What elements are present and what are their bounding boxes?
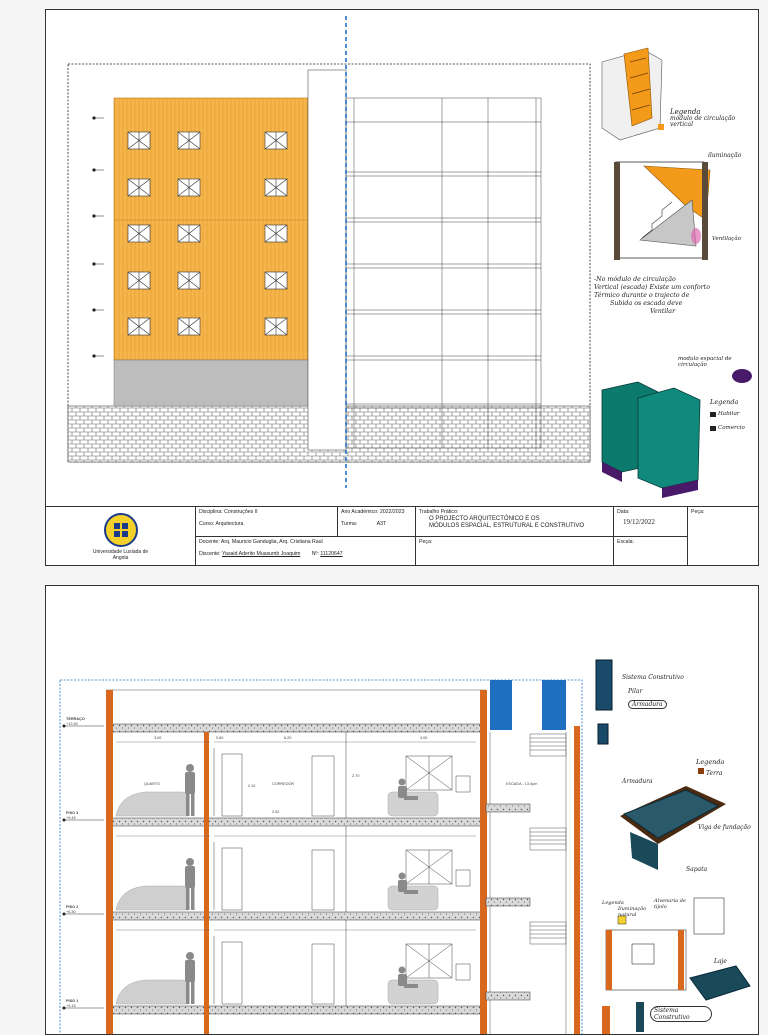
level-label-piso1: PISO 1 bbox=[66, 999, 79, 1003]
stair-module-sketch bbox=[602, 48, 664, 140]
logo-cell bbox=[46, 507, 196, 566]
dim-270: 2.70 bbox=[352, 774, 360, 778]
level-label-piso2: PISO 2 bbox=[66, 905, 79, 909]
laje-note: Laje bbox=[714, 958, 727, 965]
ano-cell: Ano Académico: 2022/2023 Turma: A3T bbox=[338, 507, 416, 537]
data-cell: Data: 19/12/2022 bbox=[614, 507, 688, 537]
university-name: Universidade Lusíada de Angola bbox=[92, 549, 149, 561]
level-value-piso3: +9.45 bbox=[66, 816, 76, 820]
room-label-corredor: CORREDOR bbox=[272, 782, 295, 786]
legend-vertical-note: Legenda bbox=[670, 108, 701, 116]
sistema-construtivo-note: Sistema Construtivo bbox=[622, 674, 684, 681]
pilar-note: Pilar bbox=[628, 688, 643, 695]
stair-section-sketch bbox=[614, 162, 710, 260]
level-value-piso2: +6.30 bbox=[66, 910, 76, 914]
modulo-espacial-note: modulo espacial de circulação bbox=[678, 356, 732, 368]
dim-252: 2.52 bbox=[272, 810, 280, 814]
terra-note: Terra bbox=[706, 770, 723, 777]
sistema2-note: Sistema Construtivo bbox=[650, 1006, 712, 1022]
dim-400: 4.00 bbox=[420, 736, 428, 740]
comercio-note: Comercio bbox=[718, 425, 745, 431]
level-label-terraco: TERRAÇO bbox=[66, 717, 85, 721]
disciplina-cell: Disciplina: Construções II Curso: Arquitectura bbox=[196, 507, 338, 537]
iluminacao-note: iluminação bbox=[708, 152, 742, 159]
docente-cell: Docente: Arq. Mauricio Ganduglia, Arq. Cristiana Raul Discente: Yasaid Aderito Muaxumb Joaquim Nº: 11120647 bbox=[196, 537, 416, 566]
level-label-piso3: PISO 3 bbox=[66, 811, 79, 815]
room-label-quarto: QUARTO bbox=[144, 782, 161, 786]
level-value-terraco: +12.60 bbox=[66, 722, 78, 726]
legenda3-note: Legenda bbox=[602, 900, 624, 906]
armadura-note: Armadura bbox=[628, 700, 667, 709]
peca2-cell: Peça: bbox=[688, 507, 758, 566]
escala-cell: Escala: bbox=[614, 537, 688, 566]
ventilacao-note: Ventilação bbox=[712, 236, 741, 242]
sapata-note: Sapata bbox=[686, 866, 708, 873]
circulation-note: -No módulo de circulação Vertical (escada) Existe um conforto Térmico durante o trajecto de Subida os escada deve Ventilar bbox=[594, 276, 710, 315]
spatial-module-sketch bbox=[602, 369, 752, 498]
dim-210: 2.10 bbox=[248, 784, 256, 788]
viga-note: Viga de fundação bbox=[698, 824, 751, 831]
elevation-drawing bbox=[46, 10, 758, 506]
armadura2-note: Armadura bbox=[622, 778, 653, 785]
dim-060: 0.60 bbox=[216, 736, 224, 740]
level-value-piso1: +3.15 bbox=[66, 1004, 76, 1008]
room-label-escada: ESCADA - 13.0pm bbox=[506, 782, 538, 786]
iluminacao-natural-note: Iluminação natural bbox=[618, 906, 647, 918]
dim-620: 6.20 bbox=[284, 736, 292, 740]
drawing-sheet-elevation bbox=[45, 9, 759, 566]
habitar-note: Habitar bbox=[718, 411, 740, 417]
peca-cell: Peça: bbox=[416, 537, 614, 566]
trabalho-cell: Trabalho Prático: O PROJECTO ARQUITECTÓNICO E OS MÓDULOS ESPACIAL, ESTRUTURAL E CONSTRUTIVO bbox=[416, 507, 614, 537]
dim-300: 3.00 bbox=[154, 736, 162, 740]
alvenaria-note: Alvenaria de tijolo bbox=[654, 898, 686, 910]
drawing-sheet-section bbox=[45, 585, 759, 1035]
legend2-note: Legenda bbox=[710, 398, 739, 406]
title-block bbox=[46, 506, 758, 566]
modulo-vertical-note: módulo de circulação vertical bbox=[670, 115, 736, 128]
university-seal-icon bbox=[103, 512, 139, 548]
legenda-terra-note: Legenda bbox=[696, 758, 725, 766]
column-sketch bbox=[596, 660, 612, 744]
section-drawing bbox=[46, 586, 758, 1035]
